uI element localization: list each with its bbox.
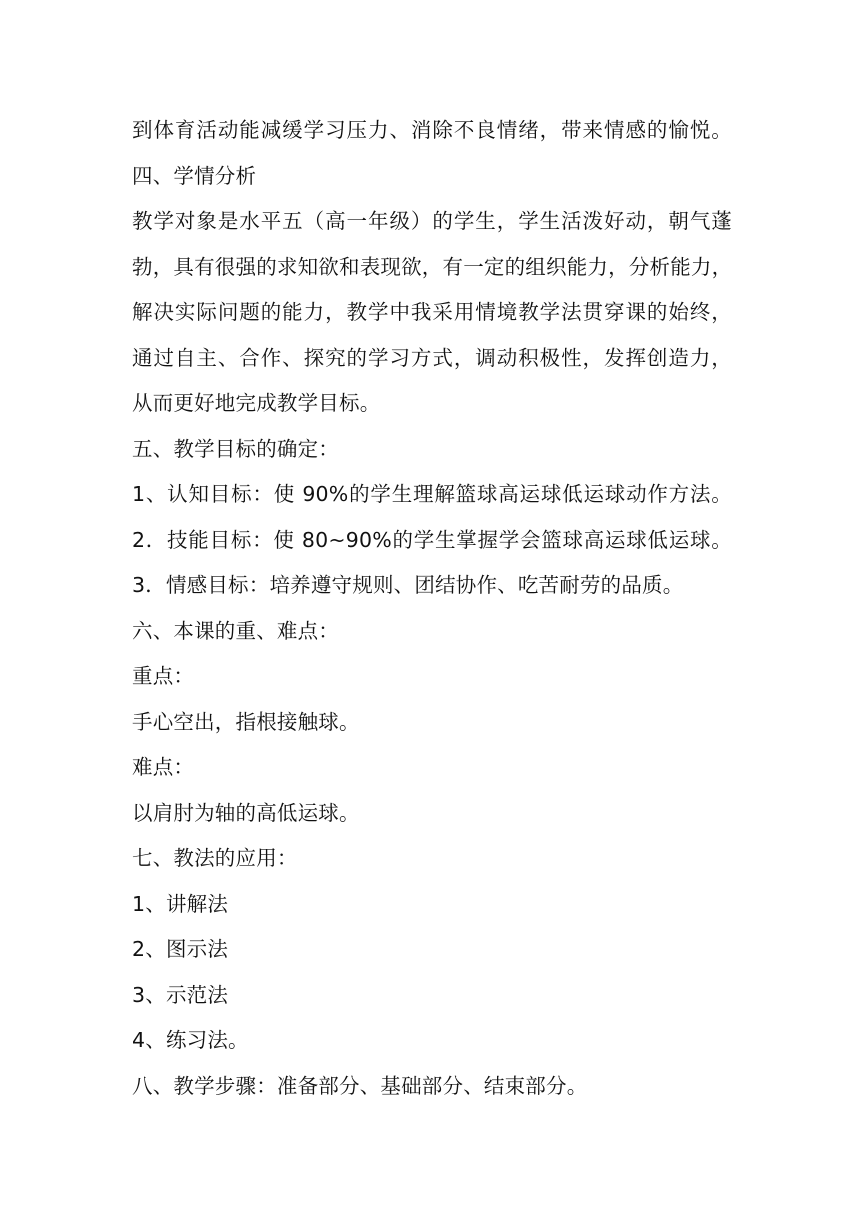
list-item-method: 1、讲解法 <box>132 891 229 916</box>
subheading-key-point: 重点： <box>132 664 195 688</box>
paragraph-line: 通过自主、合作、探究的学习方式，调动积极性，发挥创造力， <box>132 345 732 370</box>
paragraph-line: 解决实际问题的能力，教学中我采用情境教学法贯穿课的始终， <box>132 300 732 324</box>
section-heading-key-points: 六、本课的重、难点： <box>132 618 339 643</box>
document-body <box>132 108 732 1109</box>
section-heading-teaching-steps: 八、教学步骤：准备部分、基础部分、结束部分。 <box>132 1073 588 1098</box>
subheading-difficulty: 难点： <box>132 755 195 779</box>
section-heading-teaching-goals: 五、教学目标的确定： <box>132 436 339 461</box>
section-heading-teaching-methods: 七、教法的应用： <box>132 846 298 870</box>
list-item-method: 4、练习法。 <box>132 1028 249 1052</box>
key-point-text: 手心空出，指根接触球。 <box>132 709 360 734</box>
section-heading-learning-analysis: 四、学情分析 <box>132 163 257 188</box>
paragraph-line: 勃，具有很强的求知欲和表现欲，有一定的组织能力，分析能力， <box>132 254 733 279</box>
list-item-emotional-goal: 3．情感目标：培养遵守规则、团结协作、吃苦耐劳的品质。 <box>132 573 684 597</box>
list-item-method: 3、示范法 <box>132 982 229 1007</box>
difficulty-text: 以肩肘为轴的高低运球。 <box>132 800 360 825</box>
list-item-skill-goal: 2．技能目标：使 80~90%的学生掌握学会篮球高运球低运球。 <box>132 527 732 552</box>
paragraph-line: 从而更好地完成教学目标。 <box>132 391 381 415</box>
paragraph-line: 教学对象是水平五（高一年级）的学生，学生活泼好动，朝气蓬 <box>132 209 732 233</box>
list-item-method: 2、图示法 <box>132 937 229 961</box>
list-item-cognitive-goal: 1、认知目标：使 90%的学生理解篮球高运球低运球动作方法。 <box>132 482 732 506</box>
text-line-continuation: 到体育活动能减缓学习压力、消除不良情绪，带来情感的愉悦。 <box>132 118 732 142</box>
